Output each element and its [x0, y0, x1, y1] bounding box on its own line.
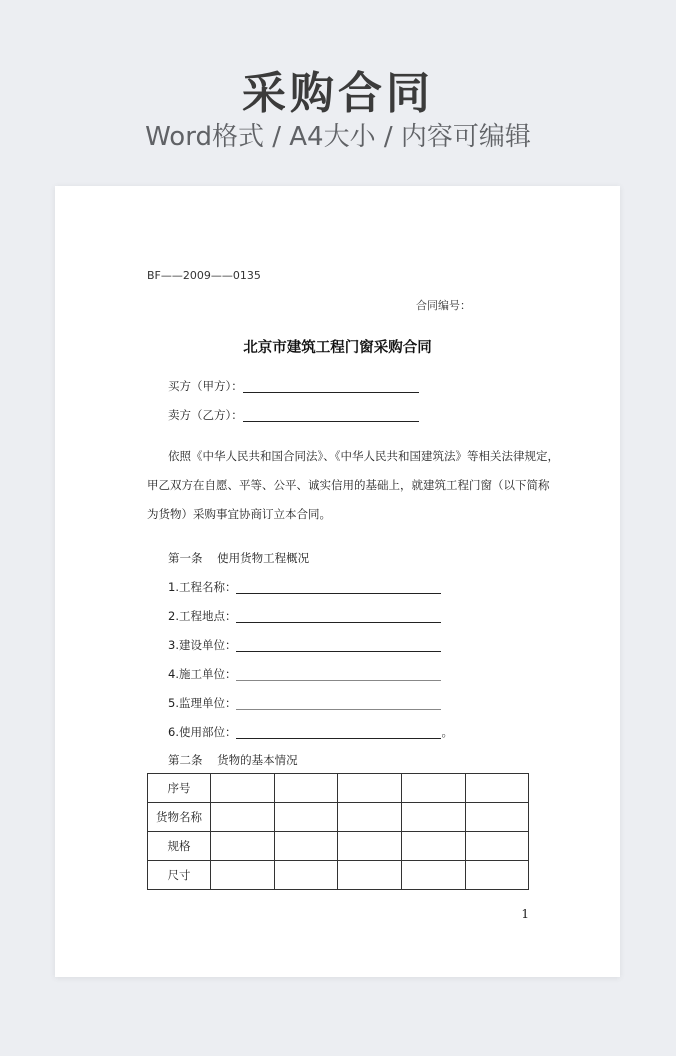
contractor-label: 4.施工单位：	[168, 667, 237, 681]
table-cell[interactable]	[402, 774, 466, 803]
table-cell[interactable]	[211, 803, 275, 832]
table-cell[interactable]	[402, 832, 466, 861]
row-header-spec: 规格	[148, 832, 211, 861]
developer-label: 3.建设单位：	[168, 638, 237, 652]
usage-location-field	[168, 724, 453, 740]
table-cell[interactable]	[275, 861, 338, 890]
seller-label: 卖方（乙方）：	[168, 408, 243, 422]
banner-title: 采购合同	[242, 68, 434, 119]
project-location-blank[interactable]	[236, 609, 441, 623]
table-row	[148, 832, 529, 861]
buyer-blank[interactable]	[243, 379, 419, 393]
preamble-line-1: 依照《中华人民共和国合同法》、《中华人民共和国建筑法》等相关法律规定，	[168, 449, 559, 463]
developer-blank[interactable]	[236, 638, 441, 652]
table-cell[interactable]	[338, 803, 402, 832]
project-name-field	[168, 579, 441, 595]
seller-field	[168, 407, 419, 423]
buyer-label: 买方（甲方）：	[168, 379, 243, 393]
table-row	[148, 803, 529, 832]
project-location-field	[168, 608, 441, 624]
usage-location-blank[interactable]	[236, 725, 441, 739]
project-location-label: 2.工程地点：	[168, 609, 237, 623]
usage-location-label: 6.使用部位：	[168, 725, 237, 739]
table-cell[interactable]	[211, 774, 275, 803]
page-number: 1	[521, 907, 529, 921]
table-cell[interactable]	[466, 861, 529, 890]
row-header-serial: 序号	[148, 774, 211, 803]
preamble-line-2: 甲乙双方在自愿、平等、公平、诚实信用的基础上，就建筑工程门窗（以下简称	[147, 478, 550, 492]
table-cell[interactable]	[402, 803, 466, 832]
supervisor-label: 5.监理单位：	[168, 696, 237, 710]
document-code: BF——2009——0135	[147, 269, 261, 282]
table-cell[interactable]	[338, 861, 402, 890]
table-cell[interactable]	[211, 832, 275, 861]
document-title: 北京市建筑工程门窗采购合同	[243, 339, 432, 356]
supervisor-blank[interactable]	[236, 696, 441, 710]
document-page	[55, 186, 620, 977]
table-cell[interactable]	[338, 832, 402, 861]
article-2-heading: 第二条 货物的基本情况	[168, 753, 298, 767]
table-cell[interactable]	[275, 803, 338, 832]
table-cell[interactable]	[466, 774, 529, 803]
contractor-field	[168, 666, 441, 682]
banner-subtitle: Word格式 / A4大小 / 内容可编辑	[145, 122, 531, 152]
table-row	[148, 774, 529, 803]
project-name-label: 1.工程名称：	[168, 580, 237, 594]
table-cell[interactable]	[275, 832, 338, 861]
table-cell[interactable]	[338, 774, 402, 803]
goods-table	[147, 773, 529, 890]
row-header-size: 尺寸	[148, 861, 211, 890]
end-mark: 。	[441, 725, 453, 739]
seller-blank[interactable]	[243, 408, 419, 422]
preamble-line-3: 为货物）采购事宜协商订立本合同。	[147, 507, 331, 521]
table-cell[interactable]	[466, 832, 529, 861]
developer-field	[168, 637, 441, 653]
supervisor-field	[168, 695, 441, 711]
article-1-heading: 第一条 使用货物工程概况	[168, 551, 310, 565]
row-header-goods-name: 货物名称	[148, 803, 211, 832]
table-cell[interactable]	[211, 861, 275, 890]
buyer-field	[168, 378, 419, 394]
table-cell[interactable]	[402, 861, 466, 890]
contractor-blank[interactable]	[236, 667, 441, 681]
table-cell[interactable]	[275, 774, 338, 803]
table-row	[148, 861, 529, 890]
project-name-blank[interactable]	[236, 580, 441, 594]
contract-number-label: 合同编号：	[416, 299, 471, 312]
table-cell[interactable]	[466, 803, 529, 832]
